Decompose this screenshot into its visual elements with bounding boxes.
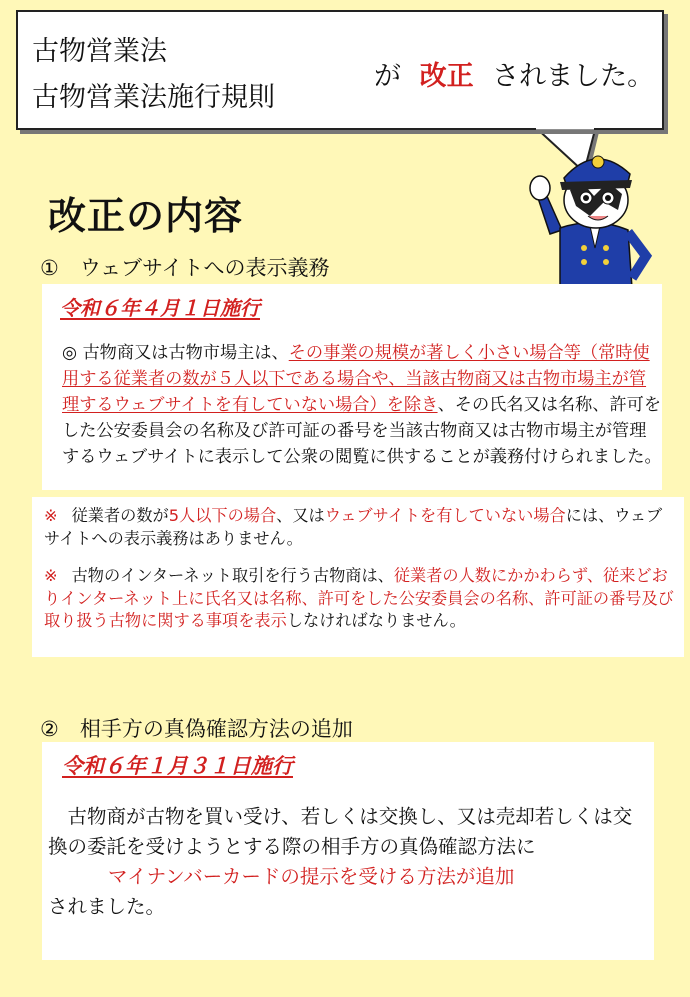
bubble-suffix xyxy=(374,54,654,93)
note-1-part-e: には、ウェブサイトへの表示義務はありません。 xyxy=(44,506,663,548)
page-heading: 改正の内容 xyxy=(48,194,244,238)
section-1-exception: その事業の規模が著しく小さい場合等（常時使用する従業者の数が５人以下である場合や、当該古物商又は古物市場主が管理するウェブサイトを有していない場合）を除き xyxy=(62,343,650,415)
note-2-mark: ※ xyxy=(44,566,58,585)
section-1-paragraph xyxy=(62,340,662,470)
note-1-part-d: ウェブサイトを有していない場合 xyxy=(324,506,566,525)
suffix-particle: が xyxy=(374,61,401,92)
speech-bubble xyxy=(16,10,664,130)
law-name-2: 古物営業法施行規則 xyxy=(32,82,275,113)
section-1-lead: ◎ 古物商又は古物市場主は、 xyxy=(62,343,289,363)
section-2-title: ② 相手方の真偽確認方法の追加 xyxy=(40,717,353,741)
section-2-tail: されました。 xyxy=(48,895,166,918)
section-2-lead: 古物商が古物を買い受け、若しくは交換し、又は売却若しくは交換の委託を受けようとする際の相手方の真偽確認方法に xyxy=(48,805,633,858)
note-1-part-b: 5人以下の場合 xyxy=(168,506,277,525)
note-2 xyxy=(44,565,674,633)
notes-box xyxy=(32,497,684,657)
section-2-effective-date: 令和６年１月３１日施行 xyxy=(62,754,293,778)
suffix-tail: されました。 xyxy=(492,61,655,92)
section-1-box xyxy=(42,284,662,490)
note-1-part-a: 従業者の数が xyxy=(71,506,169,525)
note-2-part-c: しなければなりません。 xyxy=(286,611,466,630)
section-2-paragraph xyxy=(48,802,648,922)
law-name-1: 古物営業法 xyxy=(32,36,167,67)
note-2-part-a: 古物のインターネット取引を行う古物商は、 xyxy=(71,566,394,585)
section-2-box xyxy=(42,742,654,960)
section-1-rest: 、その氏名又は名称、許可をした公安委員会の名称及び許可証の番号を当該古物商又は古物市場主が管理するウェブサイトに表示して公衆の閲覧に供することが義務付けられました。 xyxy=(62,395,662,467)
suffix-kaisei: 改正 xyxy=(419,61,474,92)
note-2-part-b: 従業者の人数にかかわらず、従来どおりインターネット上に氏名又は名称、許可をした公安委員会の名称、許可証の番号及び取り扱う古物に関する事項を表示 xyxy=(44,566,674,630)
section-1-effective-date: 令和６年４月１日施行 xyxy=(60,296,260,320)
note-1-mark: ※ xyxy=(44,506,58,525)
note-1-part-c: 、又は xyxy=(276,506,325,525)
section-1-title: ① ウェブサイトへの表示義務 xyxy=(40,256,330,280)
section-2-highlight: マイナンバーカードの提示を受ける方法が追加 xyxy=(108,865,515,888)
note-1 xyxy=(44,505,674,550)
